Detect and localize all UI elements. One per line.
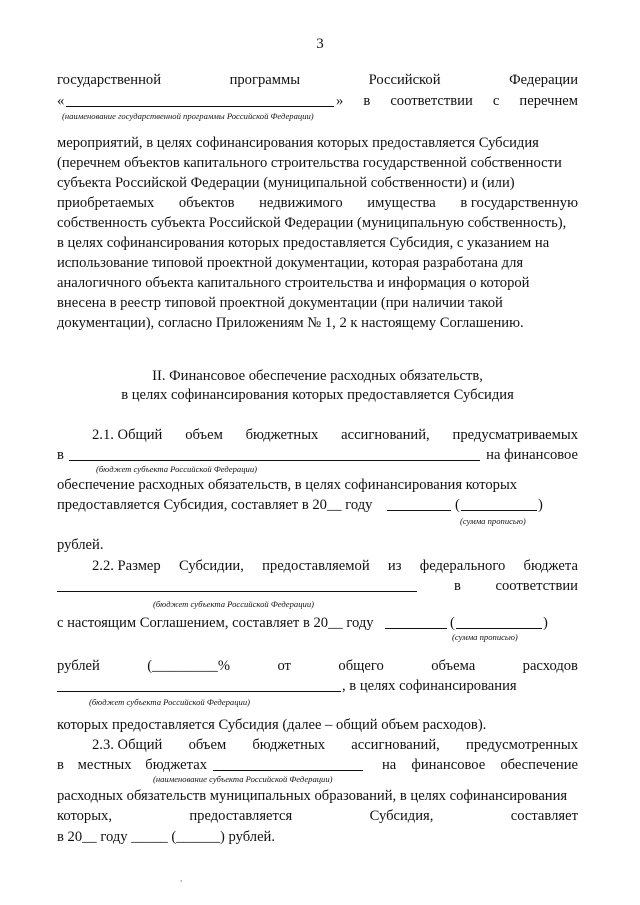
- p22-line-3: [57, 613, 578, 633]
- word: 2.3. Общий: [92, 737, 163, 753]
- word: (_________%: [147, 658, 230, 674]
- para-line: внесена в реестр типовой проектной документации (при наличии такой: [57, 295, 503, 311]
- p23-line-2-left: [57, 755, 207, 775]
- word: в: [454, 578, 461, 594]
- p23-line-4: [57, 806, 578, 826]
- word: государственной: [57, 72, 162, 88]
- word: ассигнований,: [341, 427, 430, 443]
- p23-line-2-right: [382, 755, 578, 775]
- word: на финансовое: [486, 447, 578, 463]
- amount-words-blank: [461, 495, 537, 511]
- caption-subject: (наименование субъекта Российской Федерации): [153, 774, 333, 784]
- caption-budget: (бюджет субъекта Российской Федерации): [89, 697, 250, 707]
- word: бюджетах: [145, 757, 207, 773]
- amount-blank: [387, 495, 451, 511]
- para-line: (перечнем объектов капитального строительства государственной собственности: [57, 155, 562, 171]
- word: местных: [77, 757, 132, 773]
- word: которых,: [57, 808, 112, 824]
- budget-blank: [57, 676, 341, 692]
- program-name-blank: [66, 91, 334, 107]
- section-heading-line-2: в целях софинансирования которых предоставляется Субсидия: [121, 387, 514, 403]
- word: общего: [338, 658, 384, 674]
- word: предоставляемой: [262, 558, 370, 574]
- para-line: собственность субъекта Российской Федерации (муниципальную собственность),: [57, 215, 567, 231]
- scan-speck: ,: [180, 873, 183, 883]
- p21-line-4: [57, 495, 578, 515]
- amount-text: предоставляется Субсидия, составляет в 20__ году: [57, 497, 373, 513]
- subject-blank: [213, 755, 363, 771]
- p22-line-6: которых предоставляется Субсидия (далее – общий объем расходов).: [57, 717, 487, 733]
- word: в: [57, 447, 64, 463]
- caption-budget: (бюджет субъекта Российской Федерации): [153, 599, 314, 609]
- para-line: использование типовой проектной документации, которая разработана для: [57, 255, 524, 271]
- paren: ): [543, 615, 548, 631]
- p21-line-5: рублей.: [57, 537, 104, 553]
- word: Российской: [368, 72, 441, 88]
- word: объем: [188, 737, 227, 753]
- para-line: аналогичного объекта капитального строительства и информация о которой: [57, 275, 530, 291]
- p22-line-4: [57, 656, 578, 676]
- word: объема: [431, 658, 476, 674]
- program-line-1: [57, 70, 578, 90]
- p22-line-2: [57, 576, 578, 596]
- word: программы: [229, 72, 301, 88]
- p23-line-1: [92, 735, 578, 755]
- amount-blank: [385, 613, 447, 629]
- p21-line-3: обеспечение расходных обязательств, в целях софинансирования которых: [57, 477, 518, 493]
- word: на: [382, 757, 397, 773]
- word: от: [277, 658, 291, 674]
- caption-amount-words: (сумма прописью): [460, 516, 526, 526]
- word: предусматриваемых: [452, 427, 578, 443]
- word: предоставляется: [189, 808, 293, 824]
- p23-line-5: в 20__ году _____ (______) рублей.: [57, 829, 276, 845]
- amount-words-blank: [456, 613, 542, 629]
- p22-line-5: [57, 676, 578, 696]
- word: бюджета: [523, 558, 578, 574]
- para-line: субъекта Российской Федерации (муниципальной собственности) и (или): [57, 175, 515, 191]
- quote-open: «: [57, 93, 65, 109]
- word: составляет: [510, 808, 578, 824]
- section-heading-line-1: II. Финансовое обеспечение расходных обязательств,: [152, 368, 483, 384]
- p22-line-1: [92, 556, 578, 576]
- paren: (: [455, 497, 460, 513]
- word: Субсидии,: [178, 558, 244, 574]
- budget-blank: [57, 576, 417, 592]
- caption-budget: (бюджет субъекта Российской Федерации): [96, 464, 257, 474]
- para-line: приобретаемых объектов недвижимого имущества в государственную: [57, 195, 578, 211]
- p23-line-2: [57, 755, 578, 775]
- word: из: [387, 558, 402, 574]
- word: объем: [185, 427, 223, 443]
- word: бюджетных: [252, 737, 326, 753]
- word: Субсидия,: [369, 808, 434, 824]
- word: рублей: [57, 658, 100, 674]
- word: 2.1. Общий: [92, 427, 163, 443]
- program-line-2-right: [336, 91, 578, 111]
- word: перечнем: [519, 93, 578, 109]
- word: предусмотренных: [466, 737, 578, 753]
- paren: ): [538, 497, 543, 513]
- word: финансовое: [411, 757, 486, 773]
- paren: (: [450, 615, 455, 631]
- word: соответствии: [495, 578, 578, 594]
- p21-line-1: [92, 425, 578, 445]
- word: бюджетных: [245, 427, 319, 443]
- word: ассигнований,: [351, 737, 440, 753]
- caption-amount-words: (сумма прописью): [452, 632, 518, 642]
- page-number: 3: [316, 36, 324, 52]
- word: в: [363, 93, 371, 109]
- word: в: [57, 757, 64, 773]
- p21-line-2: [57, 445, 578, 465]
- budget-blank: [69, 445, 480, 461]
- word: расходов: [522, 658, 578, 674]
- word: 2.2. Размер: [92, 558, 161, 574]
- amount-text: с настоящим Соглашением, составляет в 20__ году: [57, 615, 374, 631]
- word: , в целях софинансирования: [342, 678, 517, 694]
- para-line: в целях софинансирования которых предоставляется Субсидия, с указанием на: [57, 235, 550, 251]
- word: соответствии: [390, 93, 473, 109]
- program-line-2: [57, 91, 578, 111]
- word: Федерации: [509, 72, 578, 88]
- p23-line-3: расходных обязательств муниципальных образований, в целях софинансирования: [57, 788, 568, 804]
- para-line: мероприятий, в целях софинансирования которых предоставляется Субсидия: [57, 135, 539, 151]
- word: »: [336, 93, 344, 109]
- word: обеспечение: [500, 757, 578, 773]
- word: федерального: [419, 558, 506, 574]
- para-line: документации), согласно Приложениям № 1, 2 к настоящему Соглашению.: [57, 315, 524, 331]
- caption-program-name: (наименование государственной программы Российской Федерации): [62, 111, 314, 121]
- word: с: [492, 93, 500, 109]
